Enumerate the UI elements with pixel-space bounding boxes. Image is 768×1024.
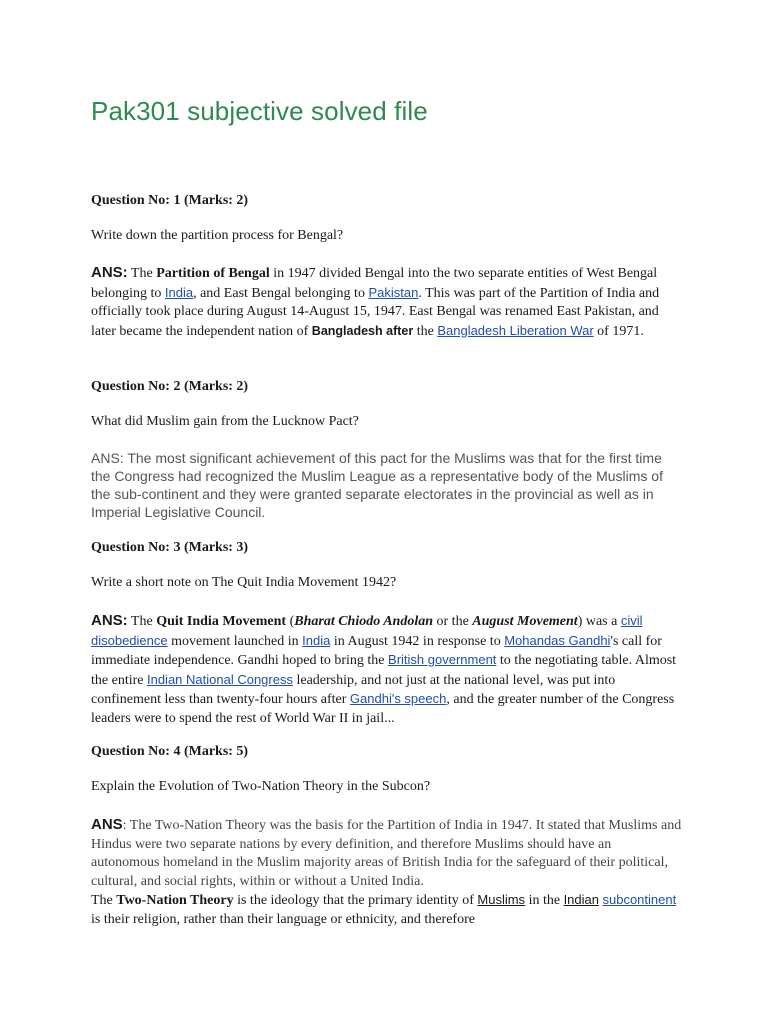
answer-text: is the ideology that the primary identity of [233, 893, 478, 908]
question-3-prompt: Write a short note on The Quit India Movement 1942? [91, 575, 397, 590]
question-3-heading: Question No: 3 (Marks: 3) [91, 540, 249, 555]
document-title: Pak301 subjective solved file [91, 96, 428, 126]
question-2-prompt: What did Muslim gain from the Lucknow Pact? [91, 414, 359, 429]
question-1-heading: Question No: 1 (Marks: 2) [91, 193, 249, 208]
link-civil-disobedience[interactable]: civil disobedience [91, 613, 643, 648]
answer-text: to the negotiating table. Almost the entire [91, 653, 677, 688]
question-1-answer [91, 264, 683, 341]
answer-text: The [127, 614, 157, 629]
answer-text: or the [433, 614, 473, 629]
answer-bold: Quit India Movement [156, 614, 287, 629]
question-1-prompt: Write down the partition process for Bengal? [91, 228, 344, 243]
answer-bold-italic: Bharat Chiodo Andolan [294, 614, 434, 629]
answer-text: in August 1942 in response to [330, 633, 505, 649]
answer-bold: Partition of Bengal [156, 266, 270, 281]
answer-text: : The Two-Nation Theory was the basis for the Partition of India in 1947. It stated that Muslims and Hindus were two separate nations by every definition, and therefore Muslims should have an autonomous homeland in the Muslim majority areas of British India for the safeguard of their political, cultural, and social rights, within or without a United India. [91, 818, 682, 889]
question-2-answer: ANS: The most significant achievement of this pact for the Muslims was that for the first time the Congress had recognized the Muslim League as a representative body of the Muslims of the sub-continent and they were granted separate electorates in the provincial as well as in Imperial Legislative Council. [91, 450, 663, 520]
answer-text: ) was a [577, 614, 621, 629]
link-mohandas-gandhi[interactable]: Mohandas Gandhi [504, 632, 611, 648]
answer-text: in the [525, 893, 564, 908]
answer-text: the [413, 323, 438, 339]
answer-text: ( [286, 614, 295, 629]
answer-text: The [127, 266, 157, 281]
link-bangladesh-liberation-war[interactable]: Bangladesh Liberation War [437, 322, 594, 338]
link-subcontinent[interactable]: subcontinent [602, 892, 677, 907]
underlined-muslims: Muslims [477, 892, 526, 907]
question-4-prompt: Explain the Evolution of Two-Nation Theory in the Subcon? [91, 779, 431, 794]
answer-text: leadership, and not just at the national level, was put into confinement less than twenty-four hours after [91, 672, 616, 707]
question-4-answer [91, 816, 683, 929]
answer-label: ANS [91, 816, 123, 833]
underlined-indian: Indian [563, 892, 599, 907]
answer-bold: Two-Nation Theory [116, 893, 234, 908]
answer-text: The [91, 893, 117, 908]
link-british-government[interactable]: British government [388, 652, 497, 667]
answer-text: of 1971. [593, 323, 644, 339]
answer-bold: Bangladesh after [311, 323, 414, 338]
answer-text: movement launched in [167, 633, 303, 649]
answer-text: , and East Bengal belonging to [193, 285, 369, 301]
answer-label: ANS: [91, 612, 128, 629]
answer-text: is their religion, rather than their language or ethnicity, and therefore [91, 911, 475, 927]
question-4-heading: Question No: 4 (Marks: 5) [91, 744, 249, 759]
answer-text: 's call for immediate independence. Gandhi hoped to bring the [91, 633, 662, 668]
question-3-answer [91, 612, 683, 728]
answer-text: in 1947 divided Bengal into the two separate entities of West Bengal belonging to [91, 266, 658, 301]
link-indian-national-congress[interactable]: Indian National Congress [146, 671, 293, 687]
question-2-heading: Question No: 2 (Marks: 2) [91, 379, 249, 394]
answer-bold-italic: August Movement [472, 614, 578, 629]
link-gandhis-speech[interactable]: Gandhi's speech [349, 691, 447, 706]
answer-text: . This was part of the Partition of India and officially took place during August 14-August 15, 1947. East Bengal was renamed East Pakistan, and later became the independent nation of [91, 285, 660, 339]
answer-label: ANS: [91, 264, 128, 281]
link-pakistan[interactable]: Pakistan [368, 284, 419, 300]
answer-text: , and the greater number of the Congress leaders were to spend the rest of World War II in jail... [91, 692, 675, 726]
link-india[interactable]: India [302, 632, 331, 648]
link-india[interactable]: India [164, 284, 194, 300]
